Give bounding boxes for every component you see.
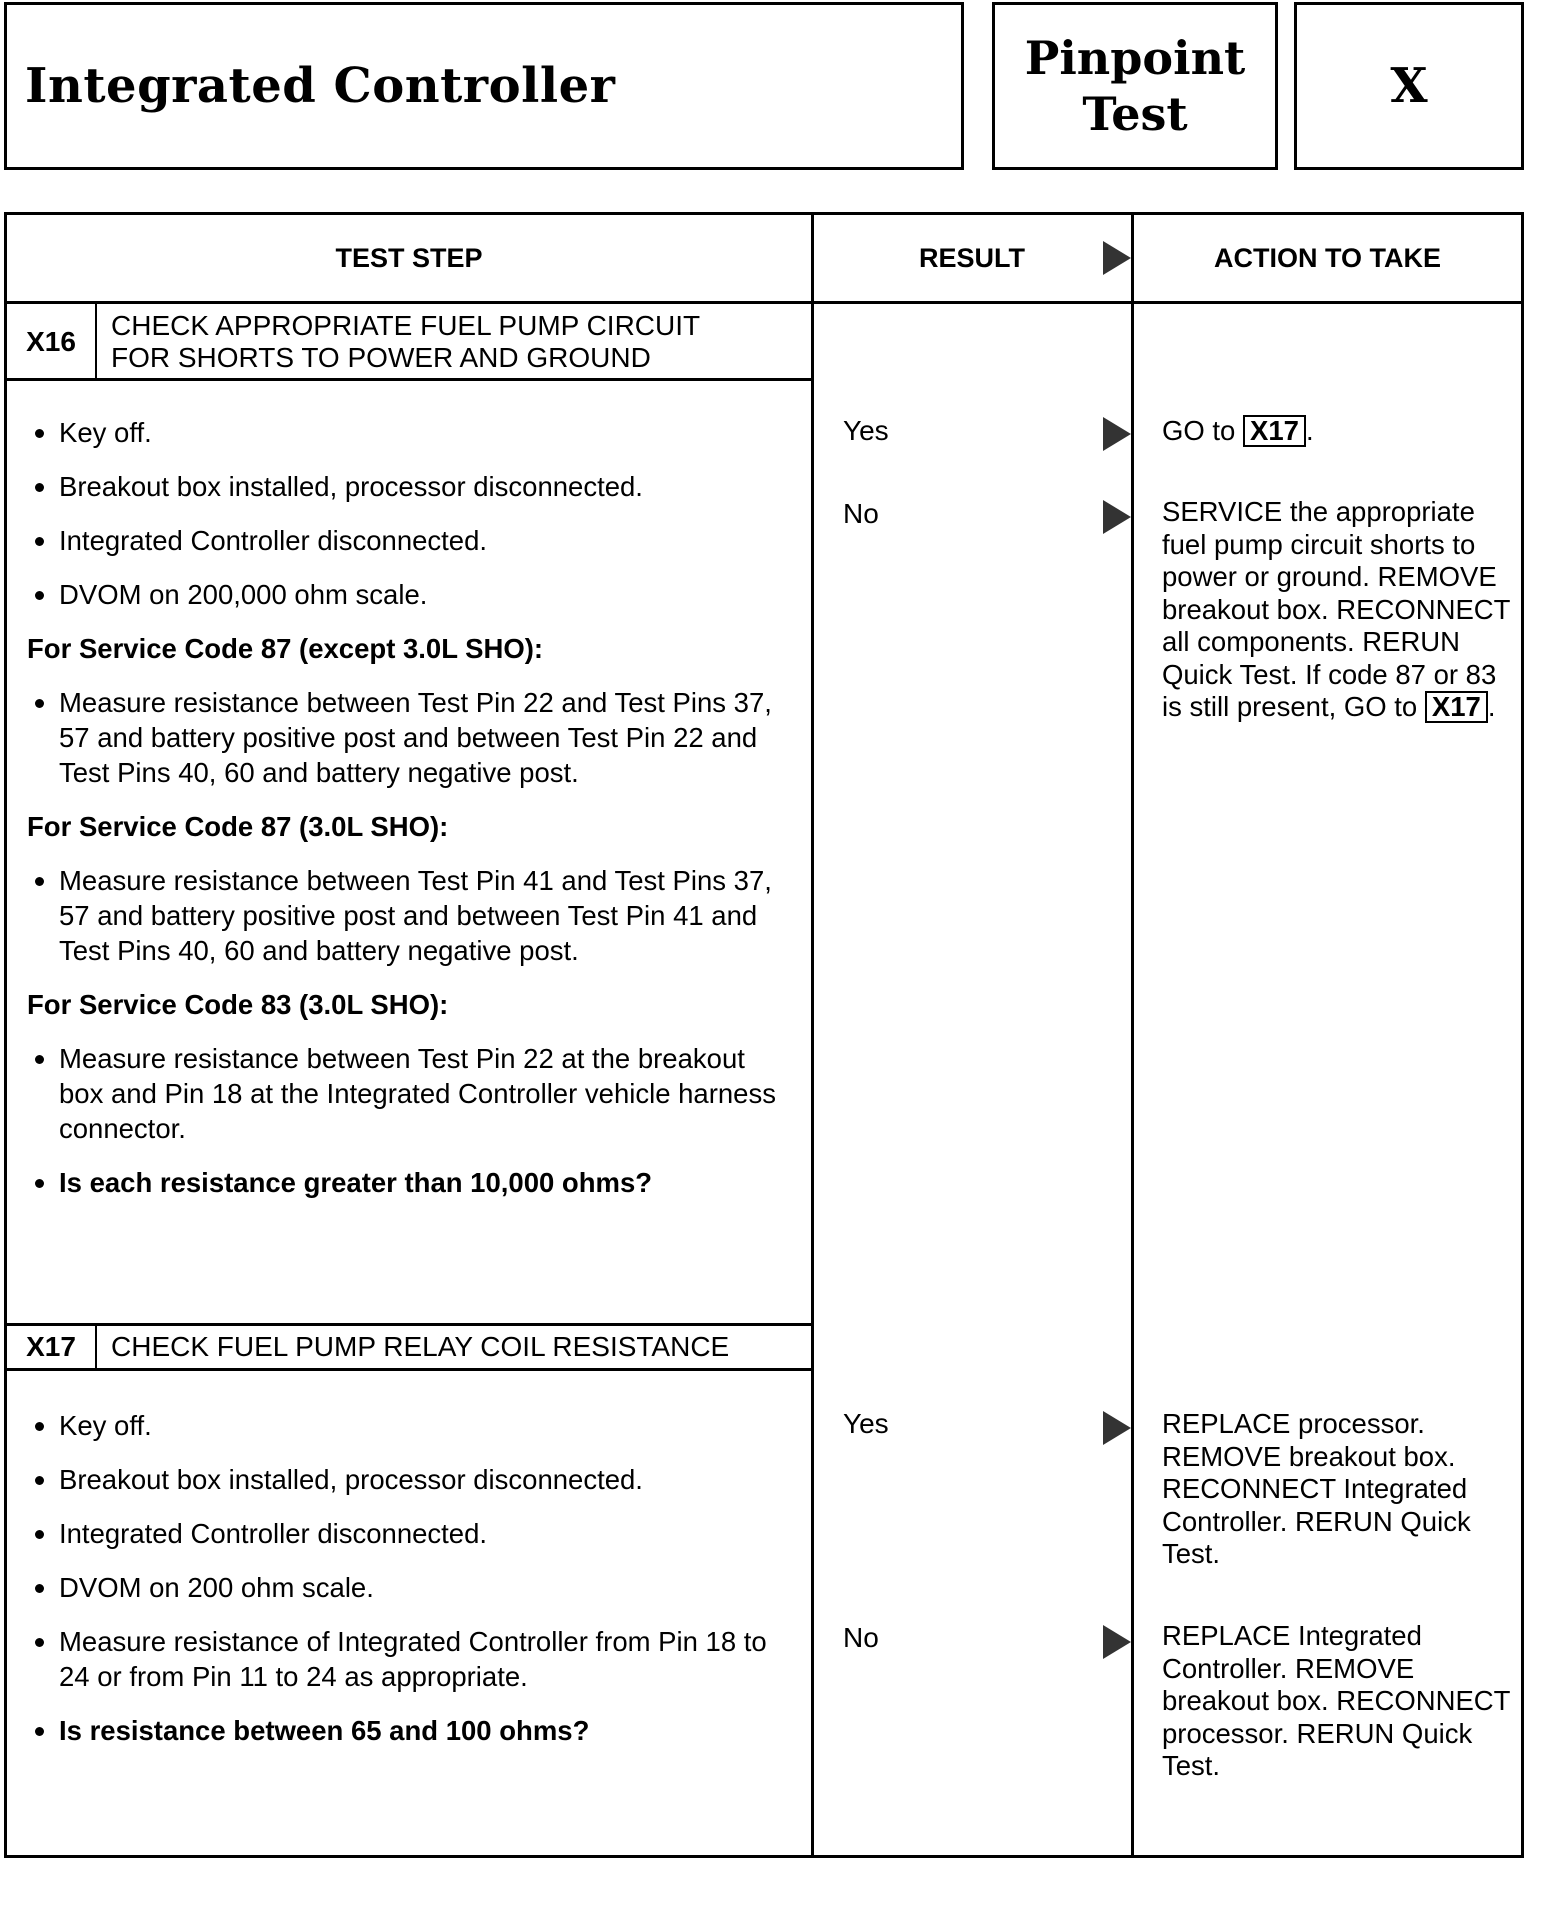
list-item: Breakout box installed, processor disconnected.: [29, 469, 789, 504]
list-item: Key off.: [29, 1408, 789, 1443]
page-title: Integrated Controller: [25, 58, 616, 114]
arrow-right-icon: [1103, 1625, 1131, 1659]
column-header-action: ACTION TO TAKE: [1214, 242, 1441, 273]
list-item: Measure resistance between Test Pin 22 at the breakout box and Pin 18 at the Integrated Controller vehicle harness connector.: [29, 1041, 789, 1146]
result-no: No: [843, 498, 879, 529]
list-item: Measure resistance between Test Pin 41 and Test Pins 37, 57 and battery positive post and between Test Pin 41 and Test Pins 40, 60 and battery negative post.: [29, 863, 789, 968]
step-body-x16: [29, 415, 789, 1219]
action-yes: REPLACE processor. REMOVE breakout box. RECONNECT Integrated Controller. RERUN Quick Test.: [1162, 1408, 1471, 1569]
test-type-box: [992, 2, 1278, 170]
action-yes: [1162, 415, 1512, 448]
arrow-right-icon: [1103, 241, 1131, 275]
step-header-x17: [7, 1326, 811, 1368]
action-no: REPLACE Integrated Controller. REMOVE breakout box. RECONNECT processor. RERUN Quick Test.: [1162, 1620, 1510, 1781]
list-item: Breakout box installed, processor disconnected.: [29, 1462, 789, 1497]
arrow-right-icon: [1103, 417, 1131, 451]
column-divider: [1131, 215, 1134, 1855]
list-item: DVOM on 200,000 ohm scale.: [29, 577, 789, 612]
action-text: GO to: [1162, 415, 1236, 446]
page-title-box: [4, 2, 964, 170]
result-no: No: [843, 1622, 879, 1653]
step-title-line2: FOR SHORTS TO POWER AND GROUND: [111, 341, 651, 373]
arrow-right-icon: [1103, 1411, 1131, 1445]
list-item: Integrated Controller disconnected.: [29, 1516, 789, 1551]
list-item: Measure resistance between Test Pin 22 and Test Pins 37, 57 and battery positive post and between Test Pin 22 and Test Pins 40, 60 and battery negative post.: [29, 685, 789, 790]
step-header-x16: [7, 304, 811, 379]
subheading: For Service Code 83 (3.0L SHO):: [27, 989, 449, 1020]
pinpoint-table: [4, 212, 1524, 1858]
subheading: For Service Code 87 (except 3.0L SHO):: [27, 633, 544, 664]
list-item: Measure resistance of Integrated Controller from Pin 18 to 24 or from Pin 11 to 24 as appropriate.: [29, 1624, 789, 1694]
test-type-line1: Pinpoint: [1024, 31, 1246, 85]
result-yes: Yes: [843, 1408, 889, 1439]
column-header-test-step: TEST STEP: [335, 242, 483, 273]
step-body-x17: [29, 1408, 789, 1767]
step-id: X16: [7, 304, 97, 379]
subheading: For Service Code 87 (3.0L SHO):: [27, 811, 449, 842]
action-no: [1162, 496, 1512, 724]
question: Is each resistance greater than 10,000 ohms?: [29, 1165, 789, 1200]
step-ref-x17[interactable]: X17: [1425, 691, 1488, 723]
step-title: CHECK FUEL PUMP RELAY COIL RESISTANCE: [111, 1331, 730, 1362]
list-item: DVOM on 200 ohm scale.: [29, 1570, 789, 1605]
result-yes: Yes: [843, 415, 889, 446]
question: Is resistance between 65 and 100 ohms?: [29, 1713, 789, 1748]
step-header-divider: [7, 1368, 811, 1371]
step-title-line1: CHECK APPROPRIATE FUEL PUMP CIRCUIT: [111, 309, 701, 341]
step-id: X17: [7, 1326, 97, 1368]
list-item: Key off.: [29, 415, 789, 450]
test-type-line2: Test: [1082, 87, 1188, 141]
list-item: Integrated Controller disconnected.: [29, 523, 789, 558]
step-ref-x17[interactable]: X17: [1243, 415, 1306, 447]
action-text-end: .: [1305, 415, 1314, 446]
step-title: [97, 304, 700, 379]
test-letter-box: [1294, 2, 1524, 170]
action-text: SERVICE the appropriate fuel pump circuit shorts to power or ground. REMOVE breakout box. RECONNECT all components. RERUN Quick Test. If code 87 or 83 is still present, GO to: [1162, 496, 1510, 722]
arrow-right-icon: [1103, 500, 1131, 534]
column-divider: [811, 215, 814, 1855]
column-header-result: [814, 215, 1131, 301]
action-text-end: .: [1487, 691, 1496, 722]
column-header-result-label: RESULT: [919, 242, 1025, 273]
test-letter: X: [1390, 58, 1428, 114]
step-header-divider: [7, 378, 811, 381]
